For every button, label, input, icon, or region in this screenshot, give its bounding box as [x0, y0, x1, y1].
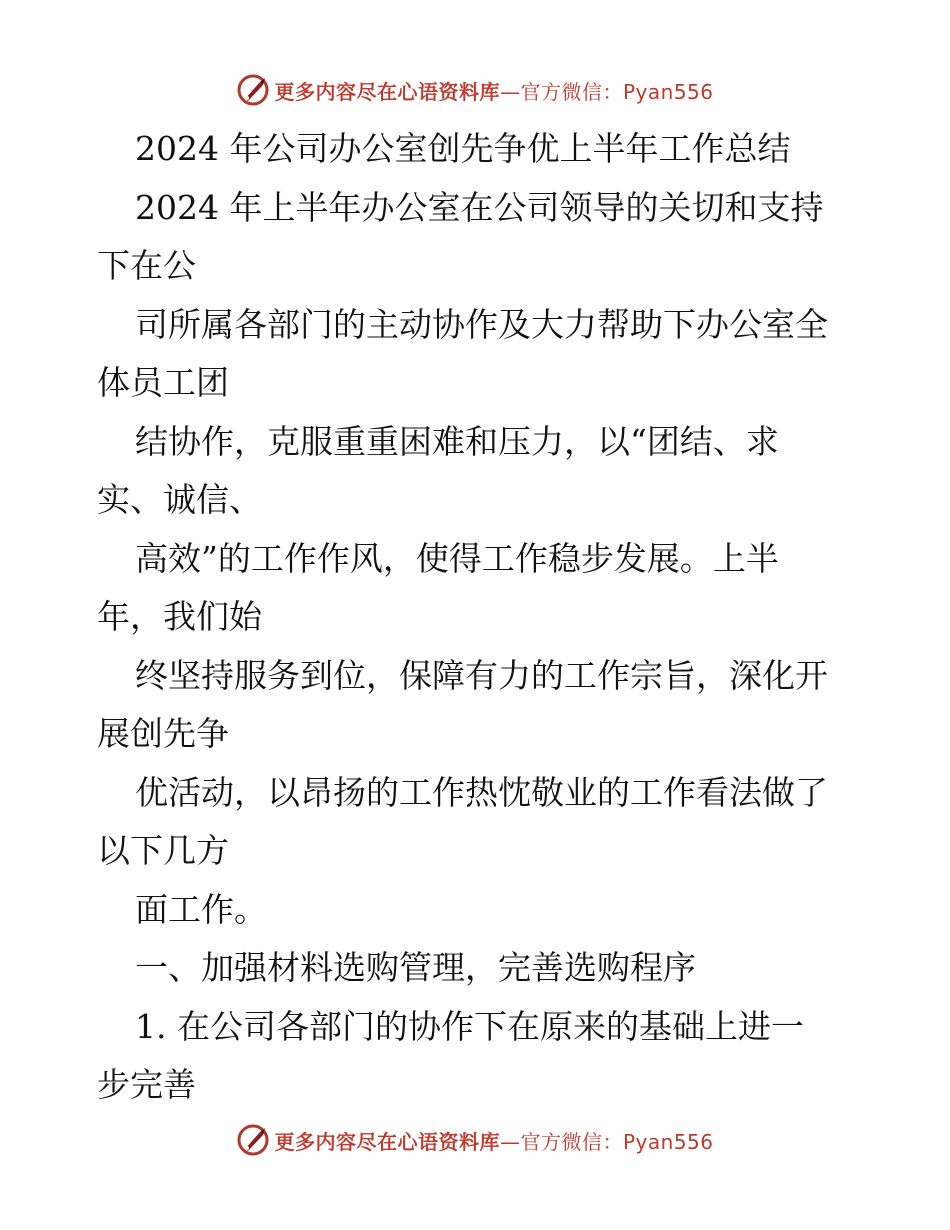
paragraph-line: 下在公: [97, 246, 196, 285]
banner-wechat-id: Pyan556: [622, 79, 714, 104]
paragraph-line: 以下几方: [97, 831, 229, 870]
banner-site-text: 更多内容尽在心语资料库: [274, 1129, 500, 1154]
paragraph-line: 结协作，克服重重困难和压力，以“团结、求: [135, 421, 779, 461]
paragraph-line: 优活动，以昂扬的工作热忱敬业的工作看法做了: [135, 772, 828, 812]
paragraph-line: 面工作。: [135, 889, 267, 929]
footer-banner: [0, 1120, 950, 1160]
paragraph-line: 高效”的工作作风，使得工作稳步发展。上半: [135, 538, 779, 578]
banner-separator: —: [499, 1129, 521, 1154]
paragraph-line: 司所属各部门的主动协作及大力帮助下办公室全: [135, 304, 828, 344]
banner-site-text: 更多内容尽在心语资料库: [274, 79, 500, 104]
paragraph-line: 步完善: [97, 1065, 196, 1104]
list-item-line: 1. 在公司各部门的协作下在原来的基础上进一: [135, 1006, 804, 1046]
banner-wechat-label: 官方微信：: [520, 79, 623, 104]
banner-wechat-id: Pyan556: [622, 1129, 714, 1154]
section-heading: 一、加强材料选购管理，完善选购程序: [135, 948, 696, 987]
paragraph-line: 2024 年上半年办公室在公司领导的关切和支持: [135, 187, 824, 227]
paragraph-line: 终坚持服务到位，保障有力的工作宗旨，深化开: [135, 655, 828, 695]
paragraph-line: 展创先争: [97, 714, 229, 753]
document-title: 2024 年公司办公室创先争优上半年工作总结: [135, 129, 791, 168]
quill-pen-circle-icon: [236, 73, 270, 107]
document-body: [97, 120, 857, 1115]
paragraph-line: 体员工团: [97, 363, 229, 402]
quill-pen-circle-icon: [236, 1123, 270, 1157]
paragraph-line: 实、诚信、: [97, 480, 262, 519]
paragraph-line: 年，我们始: [97, 597, 262, 636]
banner-separator: —: [499, 79, 521, 104]
header-banner: [0, 70, 950, 110]
banner-wechat-label: 官方微信：: [520, 1129, 623, 1154]
